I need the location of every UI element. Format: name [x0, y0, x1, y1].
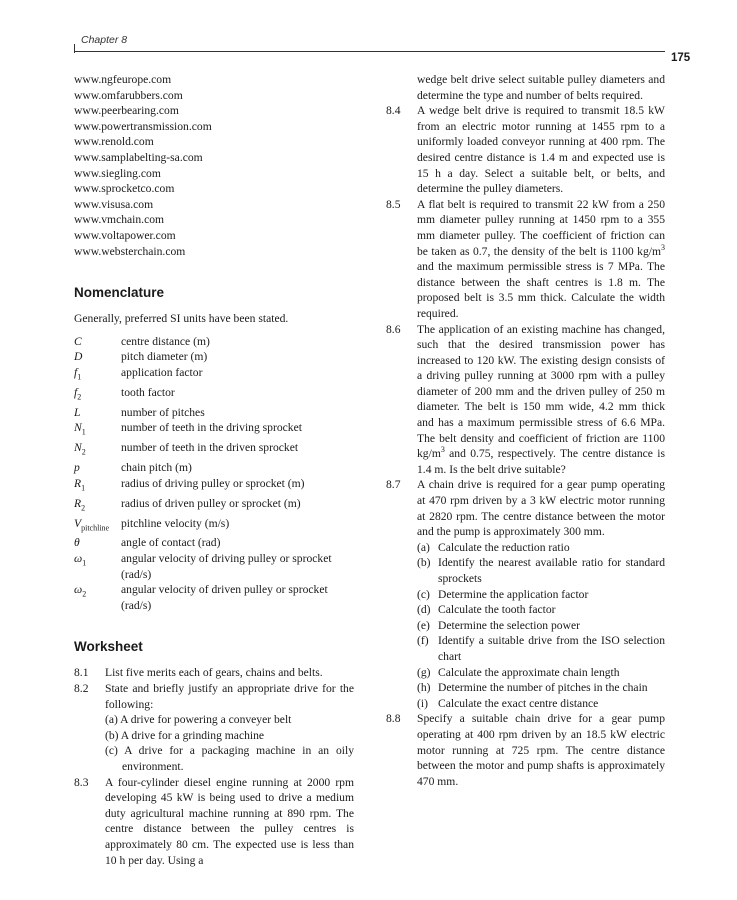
- question-text: The application of an existing machine has changed, such that the desired transmission power has increased to 120 kW. The existing design consists of a driving pulley running at 3000 rpm with a pulley diameter of 200 mm and the driven pulley of 250 m diameter. The belt is 150 mm wide, 4.2 mm thick and has a maximum permissible stress of 6.6 MPa. The belt density and coefficient of friction are 1100 kg/m: [417, 322, 665, 461]
- sub-question: [417, 680, 665, 696]
- question-number: 8.1: [74, 666, 89, 680]
- question-text: and 0.75, respectively. The centre distance is 1.4 m. Is the belt drive suitable?: [417, 447, 665, 476]
- symbol-letter: ω: [74, 583, 83, 597]
- nomenclature-symbol: [74, 440, 121, 460]
- symbol-subscript: 2: [81, 502, 86, 512]
- sub-question-text: Determine the number of pitches in the chain: [438, 681, 648, 695]
- question-8-8: [386, 711, 665, 789]
- symbol-letter: V: [74, 516, 82, 530]
- url-link[interactable]: www.peerbearing.com: [74, 104, 179, 118]
- nomenclature-definition: centre distance (m): [121, 334, 210, 348]
- url-link[interactable]: www.omfarubbers.com: [74, 88, 183, 102]
- sub-question: (b) A drive for a grinding machine: [105, 728, 265, 742]
- question-number: 8.3: [74, 775, 89, 789]
- symbol-letter: R: [74, 476, 82, 490]
- symbol-letter: D: [74, 350, 83, 364]
- question-8-3-continued: [386, 72, 665, 103]
- sub-question: [417, 555, 665, 586]
- url-link[interactable]: www.renold.com: [74, 135, 154, 149]
- url-link[interactable]: www.sprocketco.com: [74, 182, 175, 196]
- question-text: Specify a suitable chain drive for a gear pump operating at 400 rpm driven by an 18.5 kW electric motor running at 725 rpm. The centre distance between the motor and pump shafts is approximately 470 mm.: [417, 712, 665, 788]
- nomenclature-symbol: [74, 460, 121, 476]
- nomenclature-symbol: [74, 551, 121, 582]
- nomenclature-list: [74, 334, 354, 614]
- url-link[interactable]: www.visusa.com: [74, 197, 154, 211]
- nomenclature-row: [74, 476, 354, 496]
- question-text: List five merits each of gears, chains and belts.: [105, 666, 323, 680]
- question-text: A flat belt is required to transmit 22 kW from a 250 mm diameter pulley running at 1450 rpm to a 355 mm diameter pulley. The coefficient of friction can be taken as 0.7, the density of the belt is 1100 kg/m: [417, 197, 665, 258]
- symbol-subscript: 2: [82, 589, 87, 599]
- right-column: [386, 72, 665, 789]
- sub-question-text: Calculate the exact centre distance: [438, 696, 599, 710]
- url-link[interactable]: www.powertransmission.com: [74, 119, 212, 133]
- question-body: [417, 322, 665, 478]
- question-8-4: [386, 103, 665, 197]
- header-rule: [74, 51, 665, 52]
- nomenclature-row: [74, 440, 354, 460]
- sub-question-letter: (b): [417, 556, 431, 570]
- nomenclature-row: [74, 551, 354, 582]
- question-body: [105, 681, 354, 775]
- question-8-3: [74, 775, 354, 869]
- sub-question-list: [417, 540, 665, 712]
- sub-question-text: Identify the nearest available ratio for standard sprockets: [438, 556, 665, 585]
- nomenclature-symbol: [74, 496, 121, 516]
- symbol-letter: C: [74, 334, 82, 348]
- nomenclature-definition: number of pitches: [121, 405, 205, 419]
- question-body: [417, 197, 665, 322]
- url-link[interactable]: www.websterchain.com: [74, 244, 186, 258]
- nomenclature-symbol: [74, 516, 121, 536]
- nomenclature-row: [74, 516, 354, 536]
- sub-question-text: Identify a suitable drive from the ISO selection chart: [438, 634, 665, 663]
- question-text: A wedge belt drive is required to transmit 18.5 kW from an electric motor running at 1455 rpm to a uniformly loaded conveyor running at 400 rpm. The desired centre distance is 1.4 m and expected use is 15 h a day. Select a suitable belt, or belts, and determine the pulley diameters.: [417, 104, 665, 196]
- nomenclature-symbol: [74, 535, 121, 551]
- nomenclature-symbol: [74, 349, 121, 365]
- question-text: wedge belt drive select suitable pulley diameters and determine the type and number of belts required.: [417, 73, 665, 102]
- symbol-subscript: 2: [81, 447, 86, 457]
- nomenclature-definition: radius of driving pulley or sprocket (m): [121, 476, 305, 490]
- left-column: [74, 72, 354, 868]
- symbol-subscript: 1: [82, 558, 87, 568]
- nomenclature-definition: tooth factor: [121, 385, 175, 399]
- sub-question-letter: (c): [417, 587, 430, 601]
- nomenclature-symbol: [74, 420, 121, 440]
- sub-question: [417, 696, 665, 712]
- sub-question-text: Determine the application factor: [438, 587, 589, 601]
- sub-question-letter: (f): [417, 634, 429, 648]
- nomenclature-definition: radius of driven pulley or sprocket (m): [121, 496, 301, 510]
- nomenclature-intro: Generally, preferred SI units have been stated.: [74, 312, 289, 326]
- sub-question-text: Calculate the tooth factor: [438, 603, 556, 617]
- page-number: 175: [671, 52, 691, 64]
- sub-question: [417, 665, 665, 681]
- blank-number: [386, 72, 417, 103]
- url-link[interactable]: www.ngfeurope.com: [74, 73, 172, 86]
- nomenclature-row: [74, 535, 354, 551]
- nomenclature-definition: application factor: [121, 365, 203, 379]
- url-link[interactable]: www.voltapower.com: [74, 228, 176, 242]
- url-link[interactable]: www.vmchain.com: [74, 213, 165, 227]
- nomenclature-symbol: [74, 365, 121, 385]
- sub-question-text: Calculate the reduction ratio: [438, 540, 570, 554]
- symbol-letter: N: [74, 421, 82, 435]
- symbol-subscript: 1: [81, 483, 86, 493]
- nomenclature-heading: Nomenclature: [74, 285, 165, 301]
- sub-question: (a) A drive for powering a conveyer belt: [105, 713, 292, 727]
- nomenclature-definition: number of teeth in the driven sprocket: [121, 441, 299, 455]
- sub-question: [417, 587, 665, 603]
- question-number: 8.6: [386, 322, 401, 336]
- question-8-5: [386, 197, 665, 322]
- nomenclature-row: [74, 349, 354, 365]
- sub-question-letter: (g): [417, 665, 431, 679]
- nomenclature-row: [74, 460, 354, 476]
- worksheet-heading: Worksheet: [74, 639, 143, 655]
- symbol-letter: R: [74, 496, 82, 510]
- nomenclature-symbol: [74, 476, 121, 496]
- nomenclature-row: [74, 496, 354, 516]
- nomenclature-row: [74, 334, 354, 350]
- question-number: 8.2: [74, 682, 89, 695]
- question-8-2: [74, 681, 354, 775]
- sub-question-letter: (i): [417, 696, 428, 710]
- question-number: 8.8: [386, 712, 401, 726]
- symbol-subscript: pitchline: [81, 522, 110, 532]
- nomenclature-definition: pitchline velocity (m/s): [121, 516, 230, 530]
- question-body: [417, 477, 665, 711]
- symbol-letter: L: [74, 405, 81, 419]
- sub-question-text: Calculate the approximate chain length: [438, 665, 620, 679]
- symbol-letter: p: [74, 461, 80, 475]
- sub-question-letter: (e): [417, 618, 430, 632]
- nomenclature-row: [74, 420, 354, 440]
- nomenclature-row: [74, 385, 354, 405]
- sub-question-text: Determine the selection power: [438, 618, 580, 632]
- sub-question: [417, 602, 665, 618]
- sub-question-letter: (h): [417, 681, 431, 695]
- sub-question-letter: (a): [417, 540, 430, 554]
- nomenclature-row: [74, 365, 354, 385]
- url-link[interactable]: www.samplabelting-sa.com: [74, 150, 203, 164]
- nomenclature-symbol: [74, 405, 121, 421]
- sub-question: [417, 633, 665, 664]
- symbol-letter: N: [74, 441, 82, 455]
- question-number: 8.5: [386, 197, 401, 211]
- sub-question-letter: (d): [417, 603, 431, 617]
- question-text: and the maximum permissible stress is 7 MPa. The distance between the shaft centres is 1.8 m. The proposed belt is 3.5 mm thick. Calculate the width required.: [417, 260, 665, 320]
- symbol-letter: f: [74, 385, 78, 399]
- question-8-1: [74, 665, 354, 681]
- nomenclature-definition: angular velocity of driving pulley or sprocket (rad/s): [121, 552, 332, 581]
- question-8-7: [386, 477, 665, 711]
- nomenclature-symbol: [74, 582, 121, 613]
- nomenclature-definition: angle of contact (rad): [121, 536, 221, 550]
- question-number: 8.7: [386, 478, 401, 492]
- question-number: 8.4: [386, 104, 401, 118]
- nomenclature-symbol: [74, 385, 121, 405]
- symbol-subscript: 2: [77, 392, 82, 402]
- nomenclature-definition: pitch diameter (m): [121, 350, 208, 364]
- nomenclature-row: [74, 582, 354, 613]
- question-8-6: [386, 322, 665, 478]
- chapter-label: Chapter 8: [81, 34, 128, 46]
- nomenclature-row: [74, 405, 354, 421]
- symbol-letter: θ: [74, 536, 80, 550]
- sub-question: (c) A drive for a packaging machine in an oily environment.: [105, 744, 354, 773]
- question-text: A chain drive is required for a gear pump operating at 470 rpm driven by a 3 kW electric motor running at 2820 rpm. The centre distance between the motor and the pump is approximately 300 mm.: [417, 478, 665, 539]
- nomenclature-definition: number of teeth in the driving sprocket: [121, 421, 302, 435]
- nomenclature-symbol: [74, 334, 121, 350]
- question-text: A four-cylinder diesel engine running at 2000 rpm developing 45 kW is being used to drive a medium duty agricultural machine running at 890 rpm. The centre distance between the pulley centres is approximately 80 cm. The expected use is less than 10 h per day. Using a: [105, 775, 354, 867]
- symbol-letter: ω: [74, 552, 83, 566]
- sub-question: [417, 618, 665, 634]
- symbol-letter: f: [74, 365, 78, 379]
- superscript: 3: [440, 445, 445, 455]
- url-link[interactable]: www.siegling.com: [74, 166, 161, 180]
- sub-question: [417, 540, 665, 556]
- nomenclature-definition: angular velocity of driven pulley or sprocket (rad/s): [121, 583, 328, 612]
- nomenclature-definition: chain pitch (m): [121, 461, 192, 475]
- symbol-subscript: 1: [77, 372, 82, 382]
- superscript: 3: [661, 242, 665, 252]
- symbol-subscript: 1: [81, 427, 86, 437]
- worksheet-left: [74, 665, 354, 868]
- url-list: [74, 72, 354, 259]
- question-text: State and briefly justify an appropriate drive for the following:: [105, 682, 354, 711]
